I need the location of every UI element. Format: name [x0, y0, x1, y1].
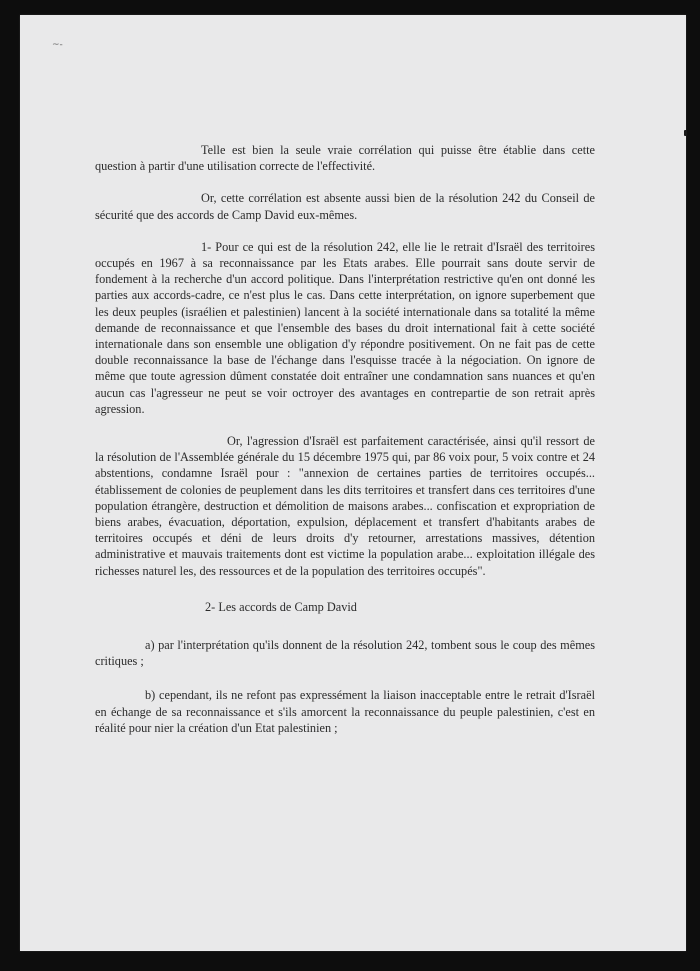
paragraph-correlation: Telle est bien la seule vraie corrélation qui puisse être établie dans cette question à partir d'une utilisation correcte de l'effectivité. — [95, 143, 595, 174]
paragraph-resolution-242: 1- Pour ce qui est de la résolution 242, elle lie le retrait d'Israël des territoires occupés en 1967 à sa reconnaissance par les Etats arabes. Elle pourrait sans doute servir de fondement à la recherche d'un accord politique. Dans l'interprétation restrictive qu'en ont donné les parties aux accords-cadre, ce n'est plus le cas. Dans cette interprétation, on ignore superbement que les deux peuples (israélien et palestinien) lancent à la société internationale dans sa totalité la même demande de reconnaissance et que l'ensemble des bases du droit international fait à cette société internationale dans son ensemble une obligation d'y répondre positivement. On ne fait pas de cette double reconnaissance la base de l'échange dans l'esquisse tracée à la négociation. On ignore de même que toute agression dûment constatée doit entraîner une condamnation sans nuances et qu'en aucun cas l'agresseur ne peut se voir octroyer des avantages en contrepartie de son retrait après agression. — [95, 239, 595, 416]
item-b: b) cependant, ils ne refont pas expressément la liaison inacceptable entre le retrait d'Israël en échange de sa reconnaissance et s'ils amorcent la reconnaissance du peuple palestinien, c'est en réalité pour nier la création d'un Etat palestinien ; — [95, 688, 595, 735]
item-a: a) par l'interprétation qu'ils donnent de la résolution 242, tombent sous le coup des mêmes critiques ; — [95, 638, 595, 669]
ink-mark — [684, 130, 687, 136]
corner-mark: ~- — [52, 40, 63, 50]
document-body — [95, 142, 595, 754]
paragraph-aggression: Or, l'agression d'Israël est parfaitement caractérisée, ainsi qu'il ressort de la résolution de l'Assemblée générale du 15 décembre 1975 qui, par 86 voix pour, 5 voix contre et 24 abstentions, condamne Israël pour : "annexion de certaines parties de territoires occupés... établissement de colonies de peuplement dans les dits territoires et transfert dans ces territoires d'une population étrangère, destruction et démolition de maisons arabes... confiscation et expropriation de biens arabes, évacuation, déportation, expulsion, déplacement et transfert d'habitants arabes de territoires occupés et déni de leurs droits d'y retourner, arrestations massives, détention administrative et mauvais traitements dont est victime la population arabe... exploitation illégale des richesses naturel les, des ressources et de la population des territoires occupés". — [95, 434, 595, 578]
section-heading-camp-david: 2- Les accords de Camp David — [205, 599, 357, 614]
paragraph-absence: Or, cette corrélation est absente aussi bien de la résolution 242 du Conseil de sécurité que des accords de Camp David eux-mêmes. — [95, 191, 595, 222]
